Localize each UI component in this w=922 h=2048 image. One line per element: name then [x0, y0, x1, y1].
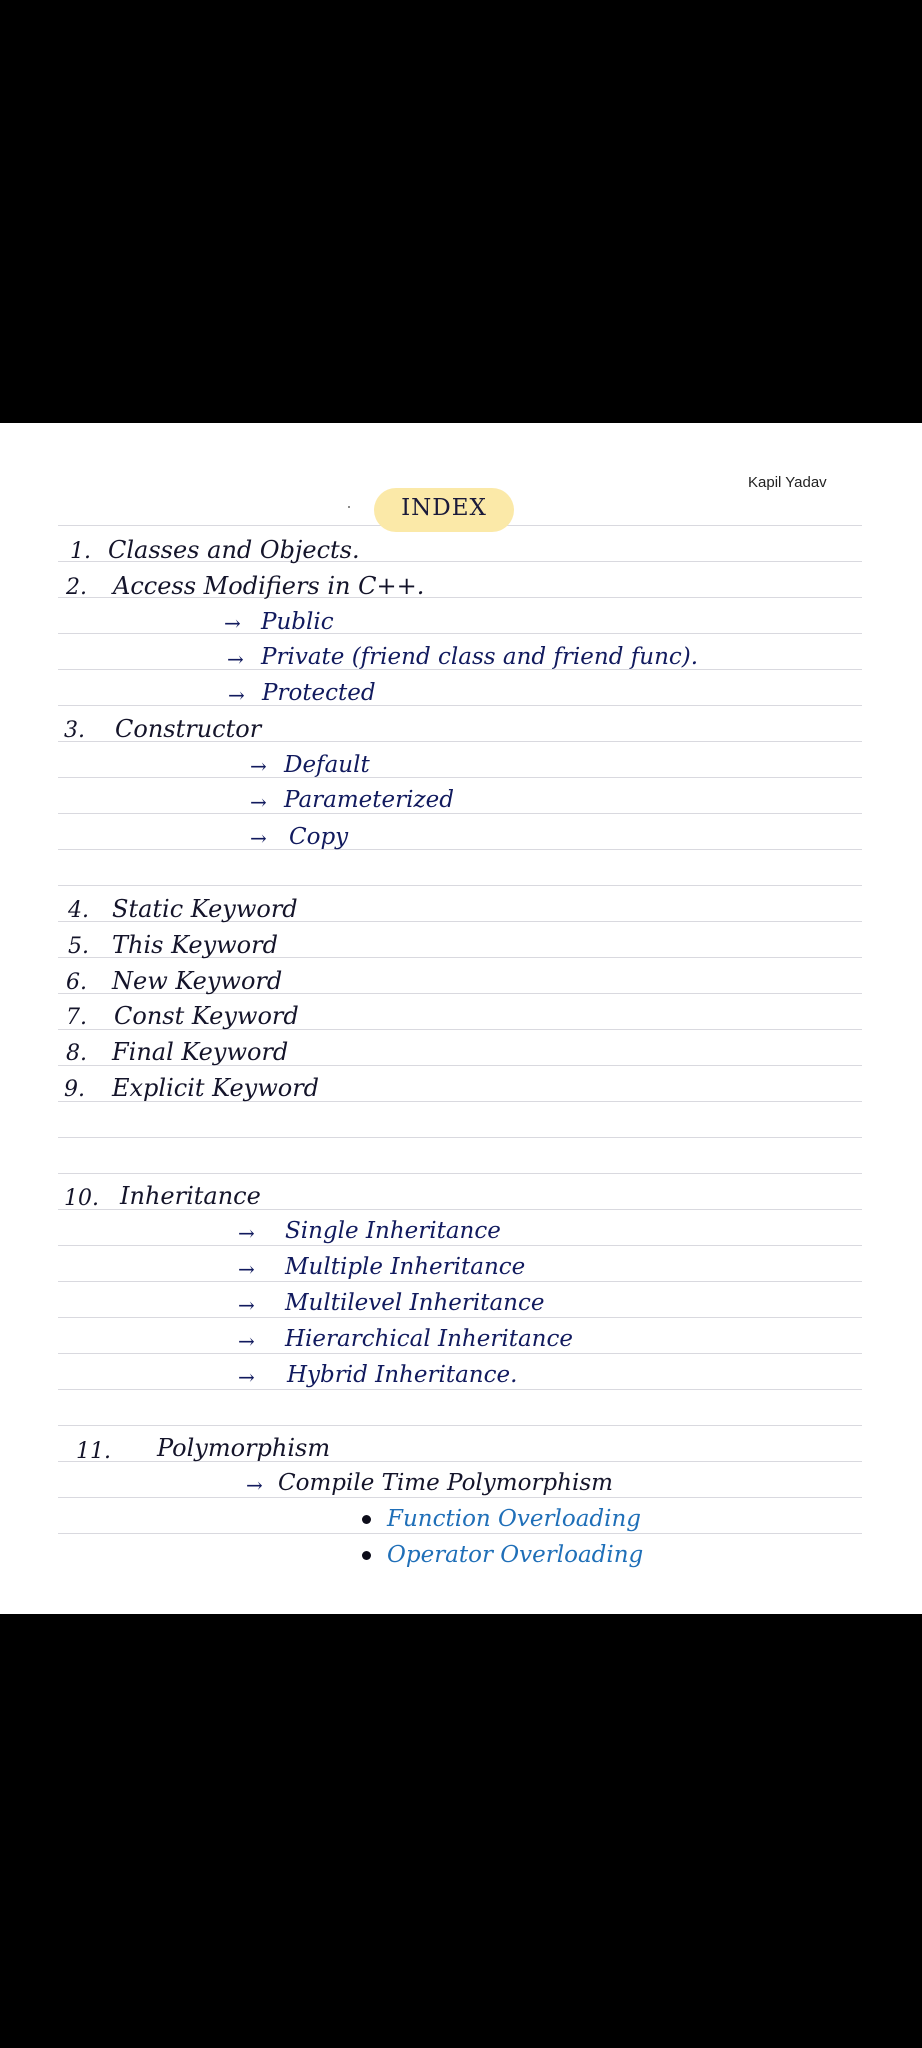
ruled-line: [58, 1389, 862, 1390]
arrow-icon: →: [238, 1365, 255, 1389]
arrow-icon: →: [250, 754, 267, 778]
section-number: 5.: [68, 934, 89, 959]
list-item: Copy: [289, 824, 349, 850]
ruled-line: [58, 705, 862, 706]
section-title: This Keyword: [112, 931, 278, 959]
ruled-line: [58, 1137, 862, 1138]
arrow-icon: →: [224, 611, 241, 635]
arrow-icon: →: [246, 1473, 263, 1497]
stray-dot: [348, 506, 350, 508]
author-name: Kapil Yadav: [748, 474, 827, 491]
list-item: Multiple Inheritance: [285, 1254, 526, 1280]
section-number: 3.: [64, 718, 85, 743]
ruled-line: [58, 1533, 862, 1534]
list-item: Compile Time Polymorphism: [278, 1470, 613, 1496]
page-title: INDEX: [401, 495, 487, 521]
section-title: Classes and Objects.: [108, 536, 360, 564]
section-title: Explicit Keyword: [112, 1074, 320, 1102]
section-title: Access Modifiers in C++.: [113, 572, 425, 600]
list-item: Hybrid Inheritance.: [287, 1362, 518, 1388]
ruled-line: [58, 1281, 862, 1282]
section-number: 8.: [66, 1041, 87, 1066]
arrow-icon: →: [250, 826, 267, 850]
list-subitem: Operator Overloading: [387, 1542, 644, 1568]
ruled-line: [58, 1425, 862, 1426]
section-title: Polymorphism: [157, 1434, 331, 1462]
list-subitem: Function Overloading: [387, 1506, 642, 1532]
list-item: Multilevel Inheritance: [285, 1290, 545, 1316]
arrow-icon: →: [238, 1221, 255, 1245]
ruled-line: [58, 1353, 862, 1354]
list-item: Parameterized: [284, 787, 454, 813]
section-number: 7.: [66, 1005, 87, 1030]
ruled-line: [58, 849, 862, 850]
list-item: Protected: [262, 680, 376, 706]
ruled-line: [58, 885, 862, 886]
section-title: Static Keyword: [112, 895, 298, 923]
section-title: Final Keyword: [112, 1038, 289, 1066]
arrow-icon: →: [250, 790, 267, 814]
list-item: Private (friend class and friend func).: [261, 644, 699, 670]
section-number: 6.: [66, 970, 87, 995]
arrow-icon: →: [238, 1293, 255, 1317]
notebook-page: [0, 423, 922, 1614]
section-title: New Keyword: [112, 967, 283, 995]
list-item: Default: [284, 752, 370, 778]
arrow-icon: →: [227, 647, 244, 671]
arrow-icon: →: [238, 1329, 255, 1353]
section-number: 2.: [66, 575, 87, 600]
arrow-icon: →: [238, 1257, 255, 1281]
ruled-line: [58, 1173, 862, 1174]
ruled-line: [58, 633, 862, 634]
section-number: 11.: [76, 1439, 111, 1464]
arrow-icon: →: [228, 683, 245, 707]
section-number: 9.: [64, 1077, 85, 1102]
section-number: 1.: [70, 539, 91, 564]
ruled-line: [58, 1317, 862, 1318]
list-item: Single Inheritance: [285, 1218, 501, 1244]
section-title: Constructor: [115, 715, 262, 743]
section-title: Const Keyword: [114, 1002, 299, 1030]
bullet-icon: [362, 1551, 371, 1560]
ruled-line: [58, 813, 862, 814]
ruled-line: [58, 1497, 862, 1498]
bullet-icon: [362, 1515, 371, 1524]
section-number: 10.: [64, 1186, 99, 1211]
ruled-line: [58, 1245, 862, 1246]
list-item: Public: [261, 609, 334, 635]
ruled-line: [58, 777, 862, 778]
list-item: Hierarchical Inheritance: [285, 1326, 573, 1352]
section-number: 4.: [68, 898, 89, 923]
section-title: Inheritance: [120, 1182, 261, 1210]
